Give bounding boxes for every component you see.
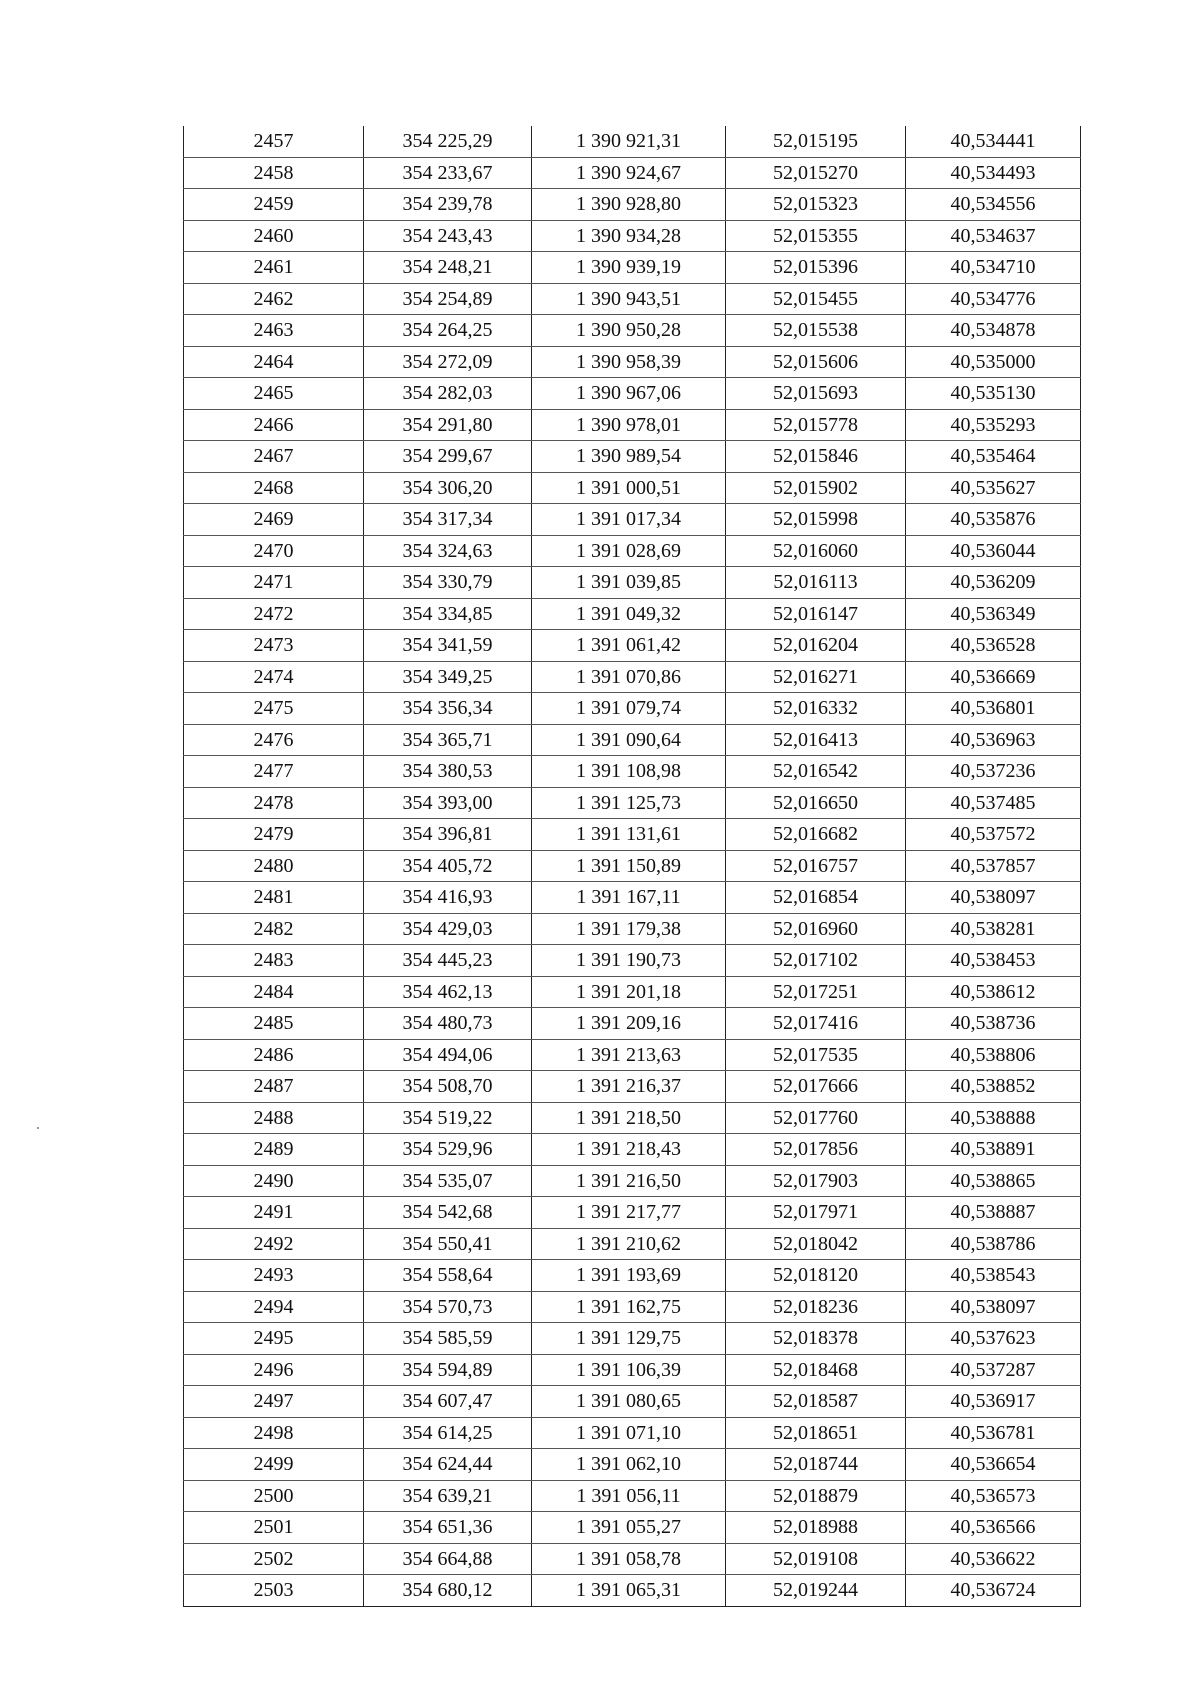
- x-coordinate-cell: 354 356,34: [364, 693, 532, 725]
- latitude-cell: 52,015455: [726, 283, 906, 315]
- longitude-cell: 40,536654: [906, 1449, 1081, 1481]
- y-coordinate-cell: 1 390 939,19: [532, 252, 726, 284]
- coordinates-table: [183, 126, 1081, 1607]
- longitude-cell: 40,537572: [906, 819, 1081, 851]
- longitude-cell: 40,537485: [906, 787, 1081, 819]
- y-coordinate-cell: 1 391 056,11: [532, 1480, 726, 1512]
- longitude-cell: 40,536781: [906, 1417, 1081, 1449]
- longitude-cell: 40,534637: [906, 220, 1081, 252]
- y-coordinate-cell: 1 391 131,61: [532, 819, 726, 851]
- x-coordinate-cell: 354 254,89: [364, 283, 532, 315]
- x-coordinate-cell: 354 330,79: [364, 567, 532, 599]
- table-row: [184, 126, 1081, 157]
- table-row: [184, 1543, 1081, 1575]
- table-row: [184, 441, 1081, 473]
- y-coordinate-cell: 1 391 058,78: [532, 1543, 726, 1575]
- x-coordinate-cell: 354 239,78: [364, 189, 532, 221]
- point-number-cell: 2468: [184, 472, 364, 504]
- x-coordinate-cell: 354 393,00: [364, 787, 532, 819]
- x-coordinate-cell: 354 508,70: [364, 1071, 532, 1103]
- table-row: [184, 913, 1081, 945]
- table-row: [184, 976, 1081, 1008]
- point-number-cell: 2477: [184, 756, 364, 788]
- latitude-cell: 52,017666: [726, 1071, 906, 1103]
- point-number-cell: 2485: [184, 1008, 364, 1040]
- point-number-cell: 2475: [184, 693, 364, 725]
- longitude-cell: 40,536801: [906, 693, 1081, 725]
- table-row: [184, 315, 1081, 347]
- x-coordinate-cell: 354 317,34: [364, 504, 532, 536]
- y-coordinate-cell: 1 391 162,75: [532, 1291, 726, 1323]
- y-coordinate-cell: 1 391 213,63: [532, 1039, 726, 1071]
- longitude-cell: 40,535876: [906, 504, 1081, 536]
- point-number-cell: 2461: [184, 252, 364, 284]
- latitude-cell: 52,015606: [726, 346, 906, 378]
- table-row: [184, 1071, 1081, 1103]
- latitude-cell: 52,016332: [726, 693, 906, 725]
- point-number-cell: 2462: [184, 283, 364, 315]
- x-coordinate-cell: 354 558,64: [364, 1260, 532, 1292]
- latitude-cell: 52,018236: [726, 1291, 906, 1323]
- table-row: [184, 756, 1081, 788]
- longitude-cell: 40,538865: [906, 1165, 1081, 1197]
- y-coordinate-cell: 1 390 950,28: [532, 315, 726, 347]
- latitude-cell: 52,016271: [726, 661, 906, 693]
- x-coordinate-cell: 354 243,43: [364, 220, 532, 252]
- point-number-cell: 2490: [184, 1165, 364, 1197]
- longitude-cell: 40,536044: [906, 535, 1081, 567]
- point-number-cell: 2491: [184, 1197, 364, 1229]
- latitude-cell: 52,017535: [726, 1039, 906, 1071]
- y-coordinate-cell: 1 390 978,01: [532, 409, 726, 441]
- latitude-cell: 52,017102: [726, 945, 906, 977]
- point-number-cell: 2503: [184, 1575, 364, 1607]
- longitude-cell: 40,535627: [906, 472, 1081, 504]
- x-coordinate-cell: 354 306,20: [364, 472, 532, 504]
- longitude-cell: 40,538852: [906, 1071, 1081, 1103]
- latitude-cell: 52,016147: [726, 598, 906, 630]
- point-number-cell: 2464: [184, 346, 364, 378]
- x-coordinate-cell: 354 535,07: [364, 1165, 532, 1197]
- x-coordinate-cell: 354 494,06: [364, 1039, 532, 1071]
- longitude-cell: 40,536963: [906, 724, 1081, 756]
- y-coordinate-cell: 1 390 989,54: [532, 441, 726, 473]
- latitude-cell: 52,018744: [726, 1449, 906, 1481]
- point-number-cell: 2482: [184, 913, 364, 945]
- point-number-cell: 2457: [184, 126, 364, 157]
- x-coordinate-cell: 354 264,25: [364, 315, 532, 347]
- latitude-cell: 52,019244: [726, 1575, 906, 1607]
- point-number-cell: 2501: [184, 1512, 364, 1544]
- table-row: [184, 724, 1081, 756]
- y-coordinate-cell: 1 391 167,11: [532, 882, 726, 914]
- y-coordinate-cell: 1 390 928,80: [532, 189, 726, 221]
- longitude-cell: 40,536566: [906, 1512, 1081, 1544]
- x-coordinate-cell: 354 519,22: [364, 1102, 532, 1134]
- x-coordinate-cell: 354 405,72: [364, 850, 532, 882]
- point-number-cell: 2478: [184, 787, 364, 819]
- point-number-cell: 2495: [184, 1323, 364, 1355]
- latitude-cell: 52,015778: [726, 409, 906, 441]
- longitude-cell: 40,538736: [906, 1008, 1081, 1040]
- y-coordinate-cell: 1 391 216,37: [532, 1071, 726, 1103]
- x-coordinate-cell: 354 445,23: [364, 945, 532, 977]
- x-coordinate-cell: 354 570,73: [364, 1291, 532, 1323]
- x-coordinate-cell: 354 664,88: [364, 1543, 532, 1575]
- longitude-cell: 40,536349: [906, 598, 1081, 630]
- table-row: [184, 882, 1081, 914]
- longitude-cell: 40,538097: [906, 882, 1081, 914]
- table-row: [184, 661, 1081, 693]
- point-number-cell: 2466: [184, 409, 364, 441]
- x-coordinate-cell: 354 225,29: [364, 126, 532, 157]
- point-number-cell: 2469: [184, 504, 364, 536]
- latitude-cell: 52,016204: [726, 630, 906, 662]
- y-coordinate-cell: 1 391 071,10: [532, 1417, 726, 1449]
- latitude-cell: 52,016757: [726, 850, 906, 882]
- latitude-cell: 52,016682: [726, 819, 906, 851]
- table-row: [184, 346, 1081, 378]
- x-coordinate-cell: 354 542,68: [364, 1197, 532, 1229]
- longitude-cell: 40,537287: [906, 1354, 1081, 1386]
- longitude-cell: 40,534441: [906, 126, 1081, 157]
- point-number-cell: 2472: [184, 598, 364, 630]
- longitude-cell: 40,535130: [906, 378, 1081, 410]
- longitude-cell: 40,538097: [906, 1291, 1081, 1323]
- y-coordinate-cell: 1 391 062,10: [532, 1449, 726, 1481]
- y-coordinate-cell: 1 390 967,06: [532, 378, 726, 410]
- point-number-cell: 2465: [184, 378, 364, 410]
- table-row: [184, 504, 1081, 536]
- latitude-cell: 52,018651: [726, 1417, 906, 1449]
- point-number-cell: 2486: [184, 1039, 364, 1071]
- latitude-cell: 52,015323: [726, 189, 906, 221]
- x-coordinate-cell: 354 624,44: [364, 1449, 532, 1481]
- y-coordinate-cell: 1 391 049,32: [532, 598, 726, 630]
- y-coordinate-cell: 1 390 934,28: [532, 220, 726, 252]
- point-number-cell: 2460: [184, 220, 364, 252]
- x-coordinate-cell: 354 396,81: [364, 819, 532, 851]
- table-row: [184, 1386, 1081, 1418]
- table-row: [184, 220, 1081, 252]
- y-coordinate-cell: 1 391 125,73: [532, 787, 726, 819]
- point-number-cell: 2470: [184, 535, 364, 567]
- table-row: [184, 819, 1081, 851]
- table-row: [184, 283, 1081, 315]
- y-coordinate-cell: 1 391 055,27: [532, 1512, 726, 1544]
- table-row: [184, 1323, 1081, 1355]
- point-number-cell: 2487: [184, 1071, 364, 1103]
- latitude-cell: 52,015396: [726, 252, 906, 284]
- y-coordinate-cell: 1 391 218,50: [532, 1102, 726, 1134]
- y-coordinate-cell: 1 390 921,31: [532, 126, 726, 157]
- table-row: [184, 1260, 1081, 1292]
- point-number-cell: 2500: [184, 1480, 364, 1512]
- y-coordinate-cell: 1 391 000,51: [532, 472, 726, 504]
- longitude-cell: 40,536528: [906, 630, 1081, 662]
- longitude-cell: 40,534556: [906, 189, 1081, 221]
- scan-speck: [37, 1127, 39, 1129]
- longitude-cell: 40,538887: [906, 1197, 1081, 1229]
- point-number-cell: 2476: [184, 724, 364, 756]
- table-row: [184, 1575, 1081, 1607]
- y-coordinate-cell: 1 390 924,67: [532, 157, 726, 189]
- longitude-cell: 40,537857: [906, 850, 1081, 882]
- longitude-cell: 40,535000: [906, 346, 1081, 378]
- y-coordinate-cell: 1 391 201,18: [532, 976, 726, 1008]
- latitude-cell: 52,015846: [726, 441, 906, 473]
- y-coordinate-cell: 1 391 218,43: [532, 1134, 726, 1166]
- longitude-cell: 40,538888: [906, 1102, 1081, 1134]
- y-coordinate-cell: 1 391 210,62: [532, 1228, 726, 1260]
- latitude-cell: 52,016113: [726, 567, 906, 599]
- y-coordinate-cell: 1 391 017,34: [532, 504, 726, 536]
- point-number-cell: 2484: [184, 976, 364, 1008]
- point-number-cell: 2474: [184, 661, 364, 693]
- point-number-cell: 2463: [184, 315, 364, 347]
- point-number-cell: 2494: [184, 1291, 364, 1323]
- latitude-cell: 52,018468: [726, 1354, 906, 1386]
- latitude-cell: 52,015902: [726, 472, 906, 504]
- x-coordinate-cell: 354 365,71: [364, 724, 532, 756]
- longitude-cell: 40,538806: [906, 1039, 1081, 1071]
- latitude-cell: 52,017971: [726, 1197, 906, 1229]
- y-coordinate-cell: 1 391 216,50: [532, 1165, 726, 1197]
- table-row: [184, 1291, 1081, 1323]
- longitude-cell: 40,536209: [906, 567, 1081, 599]
- latitude-cell: 52,019108: [726, 1543, 906, 1575]
- latitude-cell: 52,018587: [726, 1386, 906, 1418]
- x-coordinate-cell: 354 651,36: [364, 1512, 532, 1544]
- y-coordinate-cell: 1 391 108,98: [532, 756, 726, 788]
- point-number-cell: 2488: [184, 1102, 364, 1134]
- latitude-cell: 52,018378: [726, 1323, 906, 1355]
- longitude-cell: 40,536622: [906, 1543, 1081, 1575]
- y-coordinate-cell: 1 390 943,51: [532, 283, 726, 315]
- latitude-cell: 52,017903: [726, 1165, 906, 1197]
- y-coordinate-cell: 1 391 061,42: [532, 630, 726, 662]
- longitude-cell: 40,537623: [906, 1323, 1081, 1355]
- table-row: [184, 1417, 1081, 1449]
- latitude-cell: 52,015355: [726, 220, 906, 252]
- table-row: [184, 787, 1081, 819]
- longitude-cell: 40,538891: [906, 1134, 1081, 1166]
- point-number-cell: 2471: [184, 567, 364, 599]
- point-number-cell: 2497: [184, 1386, 364, 1418]
- table-row: [184, 1165, 1081, 1197]
- y-coordinate-cell: 1 391 039,85: [532, 567, 726, 599]
- table-row: [184, 189, 1081, 221]
- longitude-cell: 40,534776: [906, 283, 1081, 315]
- x-coordinate-cell: 354 429,03: [364, 913, 532, 945]
- longitude-cell: 40,538453: [906, 945, 1081, 977]
- table-row: [184, 1512, 1081, 1544]
- point-number-cell: 2502: [184, 1543, 364, 1575]
- coordinates-table-body: [184, 126, 1081, 1606]
- y-coordinate-cell: 1 391 190,73: [532, 945, 726, 977]
- table-row: [184, 945, 1081, 977]
- x-coordinate-cell: 354 480,73: [364, 1008, 532, 1040]
- table-row: [184, 693, 1081, 725]
- longitude-cell: 40,534710: [906, 252, 1081, 284]
- point-number-cell: 2467: [184, 441, 364, 473]
- latitude-cell: 52,018988: [726, 1512, 906, 1544]
- x-coordinate-cell: 354 248,21: [364, 252, 532, 284]
- table-row: [184, 1449, 1081, 1481]
- latitude-cell: 52,016542: [726, 756, 906, 788]
- latitude-cell: 52,017251: [726, 976, 906, 1008]
- y-coordinate-cell: 1 391 090,64: [532, 724, 726, 756]
- point-number-cell: 2498: [184, 1417, 364, 1449]
- point-number-cell: 2496: [184, 1354, 364, 1386]
- longitude-cell: 40,536917: [906, 1386, 1081, 1418]
- y-coordinate-cell: 1 390 958,39: [532, 346, 726, 378]
- point-number-cell: 2489: [184, 1134, 364, 1166]
- y-coordinate-cell: 1 391 193,69: [532, 1260, 726, 1292]
- point-number-cell: 2459: [184, 189, 364, 221]
- x-coordinate-cell: 354 324,63: [364, 535, 532, 567]
- table-row: [184, 1134, 1081, 1166]
- point-number-cell: 2483: [184, 945, 364, 977]
- x-coordinate-cell: 354 380,53: [364, 756, 532, 788]
- table-row: [184, 252, 1081, 284]
- point-number-cell: 2473: [184, 630, 364, 662]
- x-coordinate-cell: 354 614,25: [364, 1417, 532, 1449]
- latitude-cell: 52,016960: [726, 913, 906, 945]
- x-coordinate-cell: 354 272,09: [364, 346, 532, 378]
- x-coordinate-cell: 354 341,59: [364, 630, 532, 662]
- table-row: [184, 1228, 1081, 1260]
- table-row: [184, 1102, 1081, 1134]
- y-coordinate-cell: 1 391 129,75: [532, 1323, 726, 1355]
- x-coordinate-cell: 354 680,12: [364, 1575, 532, 1607]
- point-number-cell: 2481: [184, 882, 364, 914]
- longitude-cell: 40,538786: [906, 1228, 1081, 1260]
- table-row: [184, 1354, 1081, 1386]
- x-coordinate-cell: 354 585,59: [364, 1323, 532, 1355]
- latitude-cell: 52,015270: [726, 157, 906, 189]
- point-number-cell: 2499: [184, 1449, 364, 1481]
- x-coordinate-cell: 354 639,21: [364, 1480, 532, 1512]
- y-coordinate-cell: 1 391 217,77: [532, 1197, 726, 1229]
- y-coordinate-cell: 1 391 065,31: [532, 1575, 726, 1607]
- longitude-cell: 40,538612: [906, 976, 1081, 1008]
- table-row: [184, 567, 1081, 599]
- table-row: [184, 598, 1081, 630]
- table-row: [184, 157, 1081, 189]
- latitude-cell: 52,016650: [726, 787, 906, 819]
- latitude-cell: 52,015538: [726, 315, 906, 347]
- table-row: [184, 409, 1081, 441]
- latitude-cell: 52,018042: [726, 1228, 906, 1260]
- table-row: [184, 1008, 1081, 1040]
- x-coordinate-cell: 354 529,96: [364, 1134, 532, 1166]
- latitude-cell: 52,015693: [726, 378, 906, 410]
- longitude-cell: 40,537236: [906, 756, 1081, 788]
- point-number-cell: 2493: [184, 1260, 364, 1292]
- latitude-cell: 52,018879: [726, 1480, 906, 1512]
- x-coordinate-cell: 354 462,13: [364, 976, 532, 1008]
- latitude-cell: 52,015195: [726, 126, 906, 157]
- latitude-cell: 52,017416: [726, 1008, 906, 1040]
- latitude-cell: 52,016060: [726, 535, 906, 567]
- y-coordinate-cell: 1 391 179,38: [532, 913, 726, 945]
- table-row: [184, 378, 1081, 410]
- point-number-cell: 2458: [184, 157, 364, 189]
- x-coordinate-cell: 354 607,47: [364, 1386, 532, 1418]
- x-coordinate-cell: 354 334,85: [364, 598, 532, 630]
- table-row: [184, 1197, 1081, 1229]
- y-coordinate-cell: 1 391 079,74: [532, 693, 726, 725]
- x-coordinate-cell: 354 291,80: [364, 409, 532, 441]
- x-coordinate-cell: 354 416,93: [364, 882, 532, 914]
- point-number-cell: 2479: [184, 819, 364, 851]
- x-coordinate-cell: 354 282,03: [364, 378, 532, 410]
- longitude-cell: 40,536724: [906, 1575, 1081, 1607]
- y-coordinate-cell: 1 391 070,86: [532, 661, 726, 693]
- longitude-cell: 40,536573: [906, 1480, 1081, 1512]
- longitude-cell: 40,538281: [906, 913, 1081, 945]
- point-number-cell: 2492: [184, 1228, 364, 1260]
- longitude-cell: 40,535464: [906, 441, 1081, 473]
- longitude-cell: 40,534493: [906, 157, 1081, 189]
- latitude-cell: 52,017856: [726, 1134, 906, 1166]
- x-coordinate-cell: 354 550,41: [364, 1228, 532, 1260]
- table-row: [184, 1480, 1081, 1512]
- longitude-cell: 40,535293: [906, 409, 1081, 441]
- y-coordinate-cell: 1 391 028,69: [532, 535, 726, 567]
- x-coordinate-cell: 354 299,67: [364, 441, 532, 473]
- table-row: [184, 535, 1081, 567]
- latitude-cell: 52,016413: [726, 724, 906, 756]
- y-coordinate-cell: 1 391 150,89: [532, 850, 726, 882]
- table-row: [184, 630, 1081, 662]
- table-row: [184, 850, 1081, 882]
- table-row: [184, 472, 1081, 504]
- latitude-cell: 52,016854: [726, 882, 906, 914]
- latitude-cell: 52,017760: [726, 1102, 906, 1134]
- table-row: [184, 1039, 1081, 1071]
- y-coordinate-cell: 1 391 080,65: [532, 1386, 726, 1418]
- y-coordinate-cell: 1 391 106,39: [532, 1354, 726, 1386]
- x-coordinate-cell: 354 233,67: [364, 157, 532, 189]
- longitude-cell: 40,534878: [906, 315, 1081, 347]
- point-number-cell: 2480: [184, 850, 364, 882]
- x-coordinate-cell: 354 349,25: [364, 661, 532, 693]
- longitude-cell: 40,536669: [906, 661, 1081, 693]
- x-coordinate-cell: 354 594,89: [364, 1354, 532, 1386]
- longitude-cell: 40,538543: [906, 1260, 1081, 1292]
- latitude-cell: 52,015998: [726, 504, 906, 536]
- y-coordinate-cell: 1 391 209,16: [532, 1008, 726, 1040]
- latitude-cell: 52,018120: [726, 1260, 906, 1292]
